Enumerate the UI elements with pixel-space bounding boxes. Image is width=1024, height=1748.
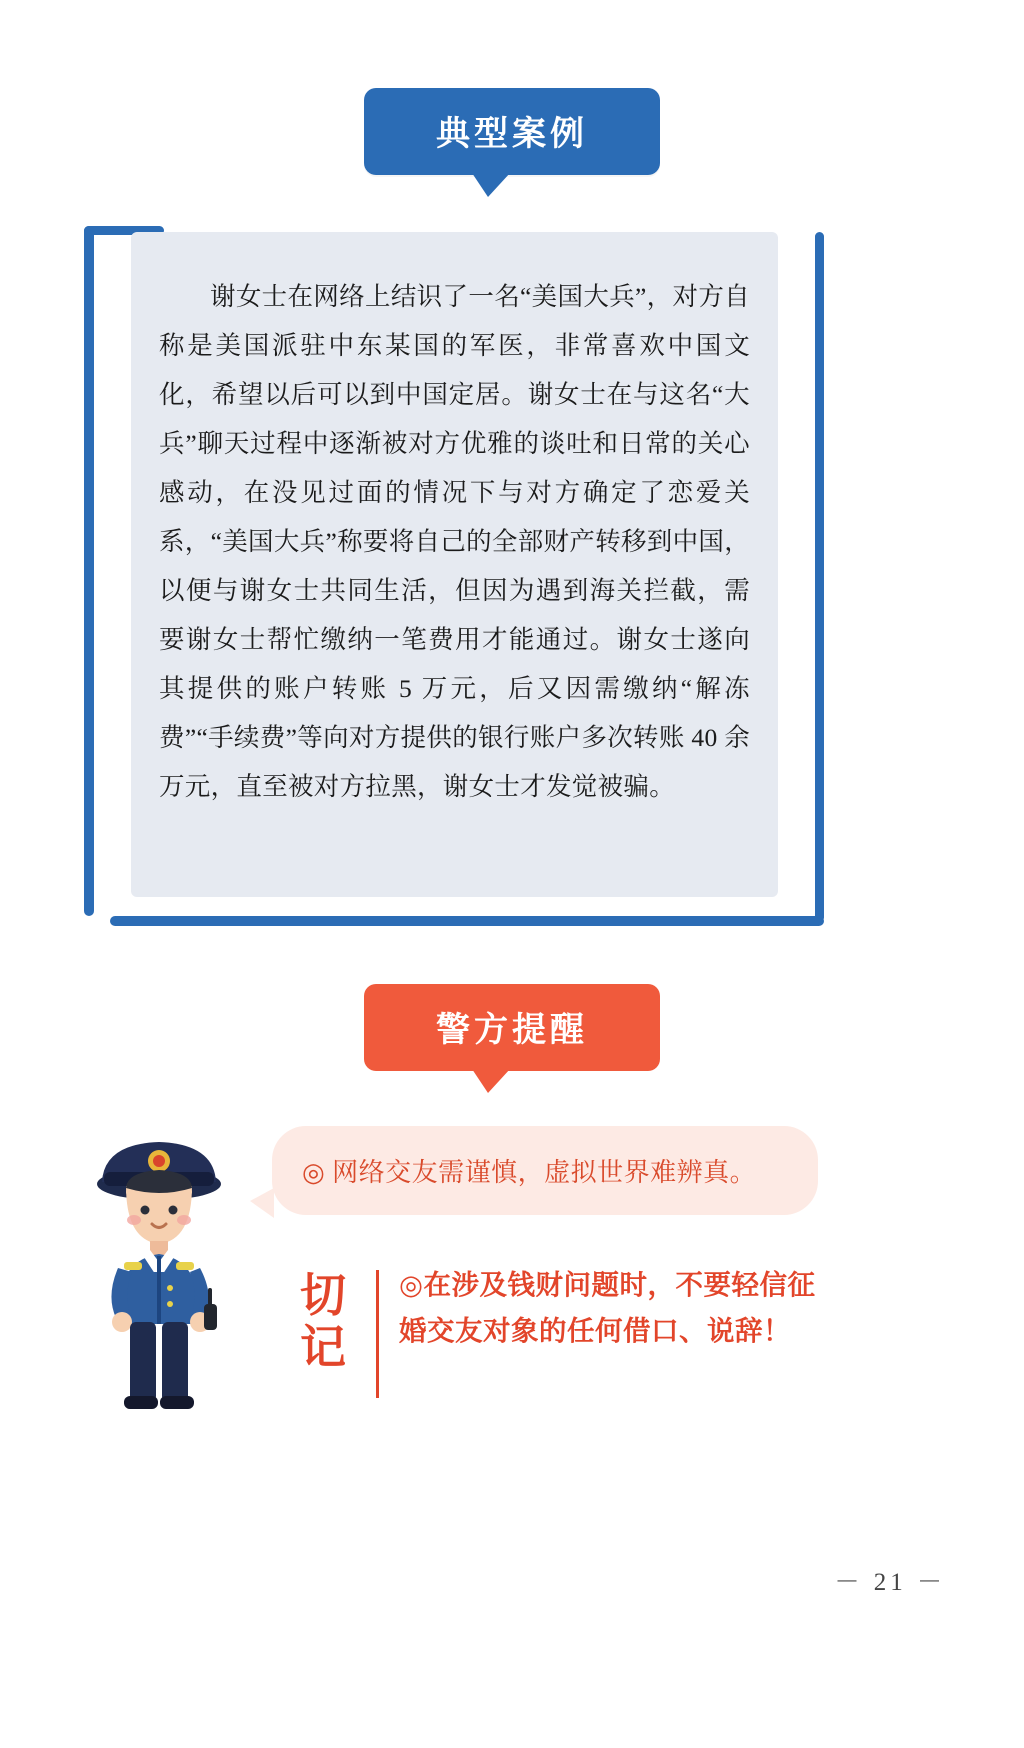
page-number: － 21 －	[834, 1569, 946, 1596]
warning-badge-container	[0, 984, 1024, 1071]
typical-case-badge: 典型案例	[364, 88, 660, 175]
police-officer-icon	[64, 1128, 254, 1418]
case-body-text: 谢女士在网络上结识了一名“美国大兵”，对方自称是美国派驻中东某国的军医，非常喜欢中国文化，希望以后可以到中国定居。谢女士在与这名“大兵”聊天过程中逐渐被对方优雅的谈吐和日常的关心感动，在没见过面的情况下与对方确定了恋爱关系，“美国大兵”称要将自己的全部财产转移到中国，以便与谢女士共同生活，但因为遇到海关拦截，需要谢女士帮忙缴纳一笔费用才能通过。谢女士遂向其提供的账户转账 5 万元，后又因需缴纳“解冻费”“手续费”等向对方提供的银行账户多次转账 40 余万元，直至被对方拉黑，谢女士才发觉被骗。	[159, 282, 750, 801]
case-badge-container	[0, 88, 1024, 175]
police-reminder-badge: 警方提醒	[364, 984, 660, 1071]
frame-left-bar	[84, 226, 94, 916]
frame-bottom-bar	[110, 916, 824, 926]
remember-text: ◎在涉及钱财问题时，不要轻信征婚交友对象的任何借口、说辞！	[399, 1269, 816, 1346]
remember-block	[290, 1262, 830, 1398]
case-card-frame	[84, 226, 824, 926]
remember-divider	[376, 1270, 379, 1398]
frame-right-bar	[815, 232, 824, 922]
reminder-bubble: ◎ 网络交友需谨慎，虚拟世界难辨真。	[272, 1126, 818, 1215]
case-card	[131, 232, 778, 897]
remember-label: 切记	[300, 1270, 346, 1373]
